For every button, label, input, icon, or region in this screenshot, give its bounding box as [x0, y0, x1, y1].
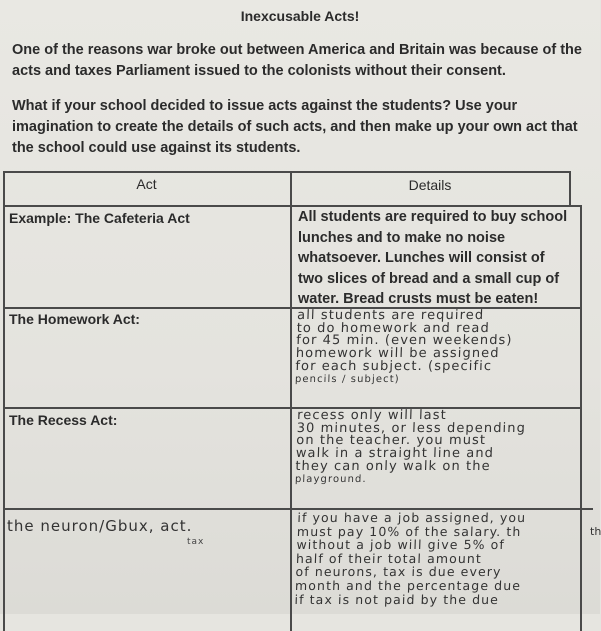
- details-cafeteria: [298, 207, 588, 310]
- margin-mark: th: [590, 525, 601, 538]
- details-recess-handwritten: [295, 410, 598, 486]
- handwritten-line: if you have a job assigned, you: [297, 510, 527, 525]
- act-name-recess: The Recess Act:: [9, 412, 118, 428]
- act-name-neuron-handwritten: the neuron/Gbux, act.: [7, 517, 193, 535]
- worksheet-title: Inexcusable Acts!: [240, 8, 360, 24]
- handwritten-line: of neurons, tax is due every: [295, 564, 502, 580]
- act-name-cafeteria: Example: The Cafeteria Act: [9, 210, 190, 226]
- intro-paragraph: One of the reasons war broke out between America and Britain was because of the acts and taxes Parliament issued to the colonists without their consent.: [12, 42, 582, 79]
- handwritten-line: walk in a straight line and: [295, 446, 495, 462]
- handwritten-line: 30 minutes, or less depending: [296, 420, 527, 436]
- details-line: two slices of bread and a small cup of: [298, 270, 560, 287]
- table-left-border: [3, 171, 5, 631]
- details-line: lunches and to make no noise: [298, 229, 506, 246]
- handwritten-line: to do homework and read: [296, 320, 491, 336]
- handwritten-line: if tax is not paid by the due: [294, 591, 500, 607]
- handwritten-line: they can only walk on the: [295, 458, 491, 474]
- handwritten-line: all students are required: [296, 308, 485, 323]
- details-line: water. Bread crusts must be eaten!: [298, 291, 539, 307]
- handwritten-line: on the teacher. you must: [295, 433, 487, 449]
- table-right-border-top: [569, 171, 571, 205]
- table-top-border: [3, 171, 570, 173]
- handwritten-line: month and the percentage due: [294, 577, 522, 593]
- handwritten-line: playground.: [294, 473, 367, 485]
- details-column-header: Details: [408, 177, 452, 193]
- handwritten-line: for 45 min. (even weekends): [295, 333, 513, 349]
- handwritten-line: must pay 10% of the salary. th: [296, 523, 522, 539]
- handwritten-line: pencils / subject): [294, 373, 400, 385]
- act-note-tax: tax: [187, 537, 205, 547]
- handwritten-line: recess only will last: [296, 408, 448, 423]
- handwritten-line: half of their total amount: [295, 550, 483, 566]
- act-column-header: Act: [136, 176, 157, 192]
- row-divider-2: [3, 407, 582, 409]
- prompt-paragraph: What if your school decided to issue acts against the students? Use your imagination to create the details of such acts, and then make up your own act that the school could use against its students.: [12, 98, 578, 156]
- details-line: All students are required to buy school: [298, 209, 568, 225]
- act-name-homework: The Homework Act:: [9, 311, 140, 327]
- handwritten-line: for each subject. (specific: [295, 358, 493, 374]
- details-line: whatsoever. Lunches will consist of: [298, 250, 545, 266]
- table-column-divider: [290, 171, 292, 631]
- acts-table: [3, 171, 601, 631]
- handwritten-line: homework will be assigned: [295, 346, 500, 362]
- handwritten-line: without a job will give 5% of: [296, 537, 506, 553]
- details-homework-handwritten: [295, 310, 598, 386]
- details-neuron-handwritten: [294, 511, 597, 606]
